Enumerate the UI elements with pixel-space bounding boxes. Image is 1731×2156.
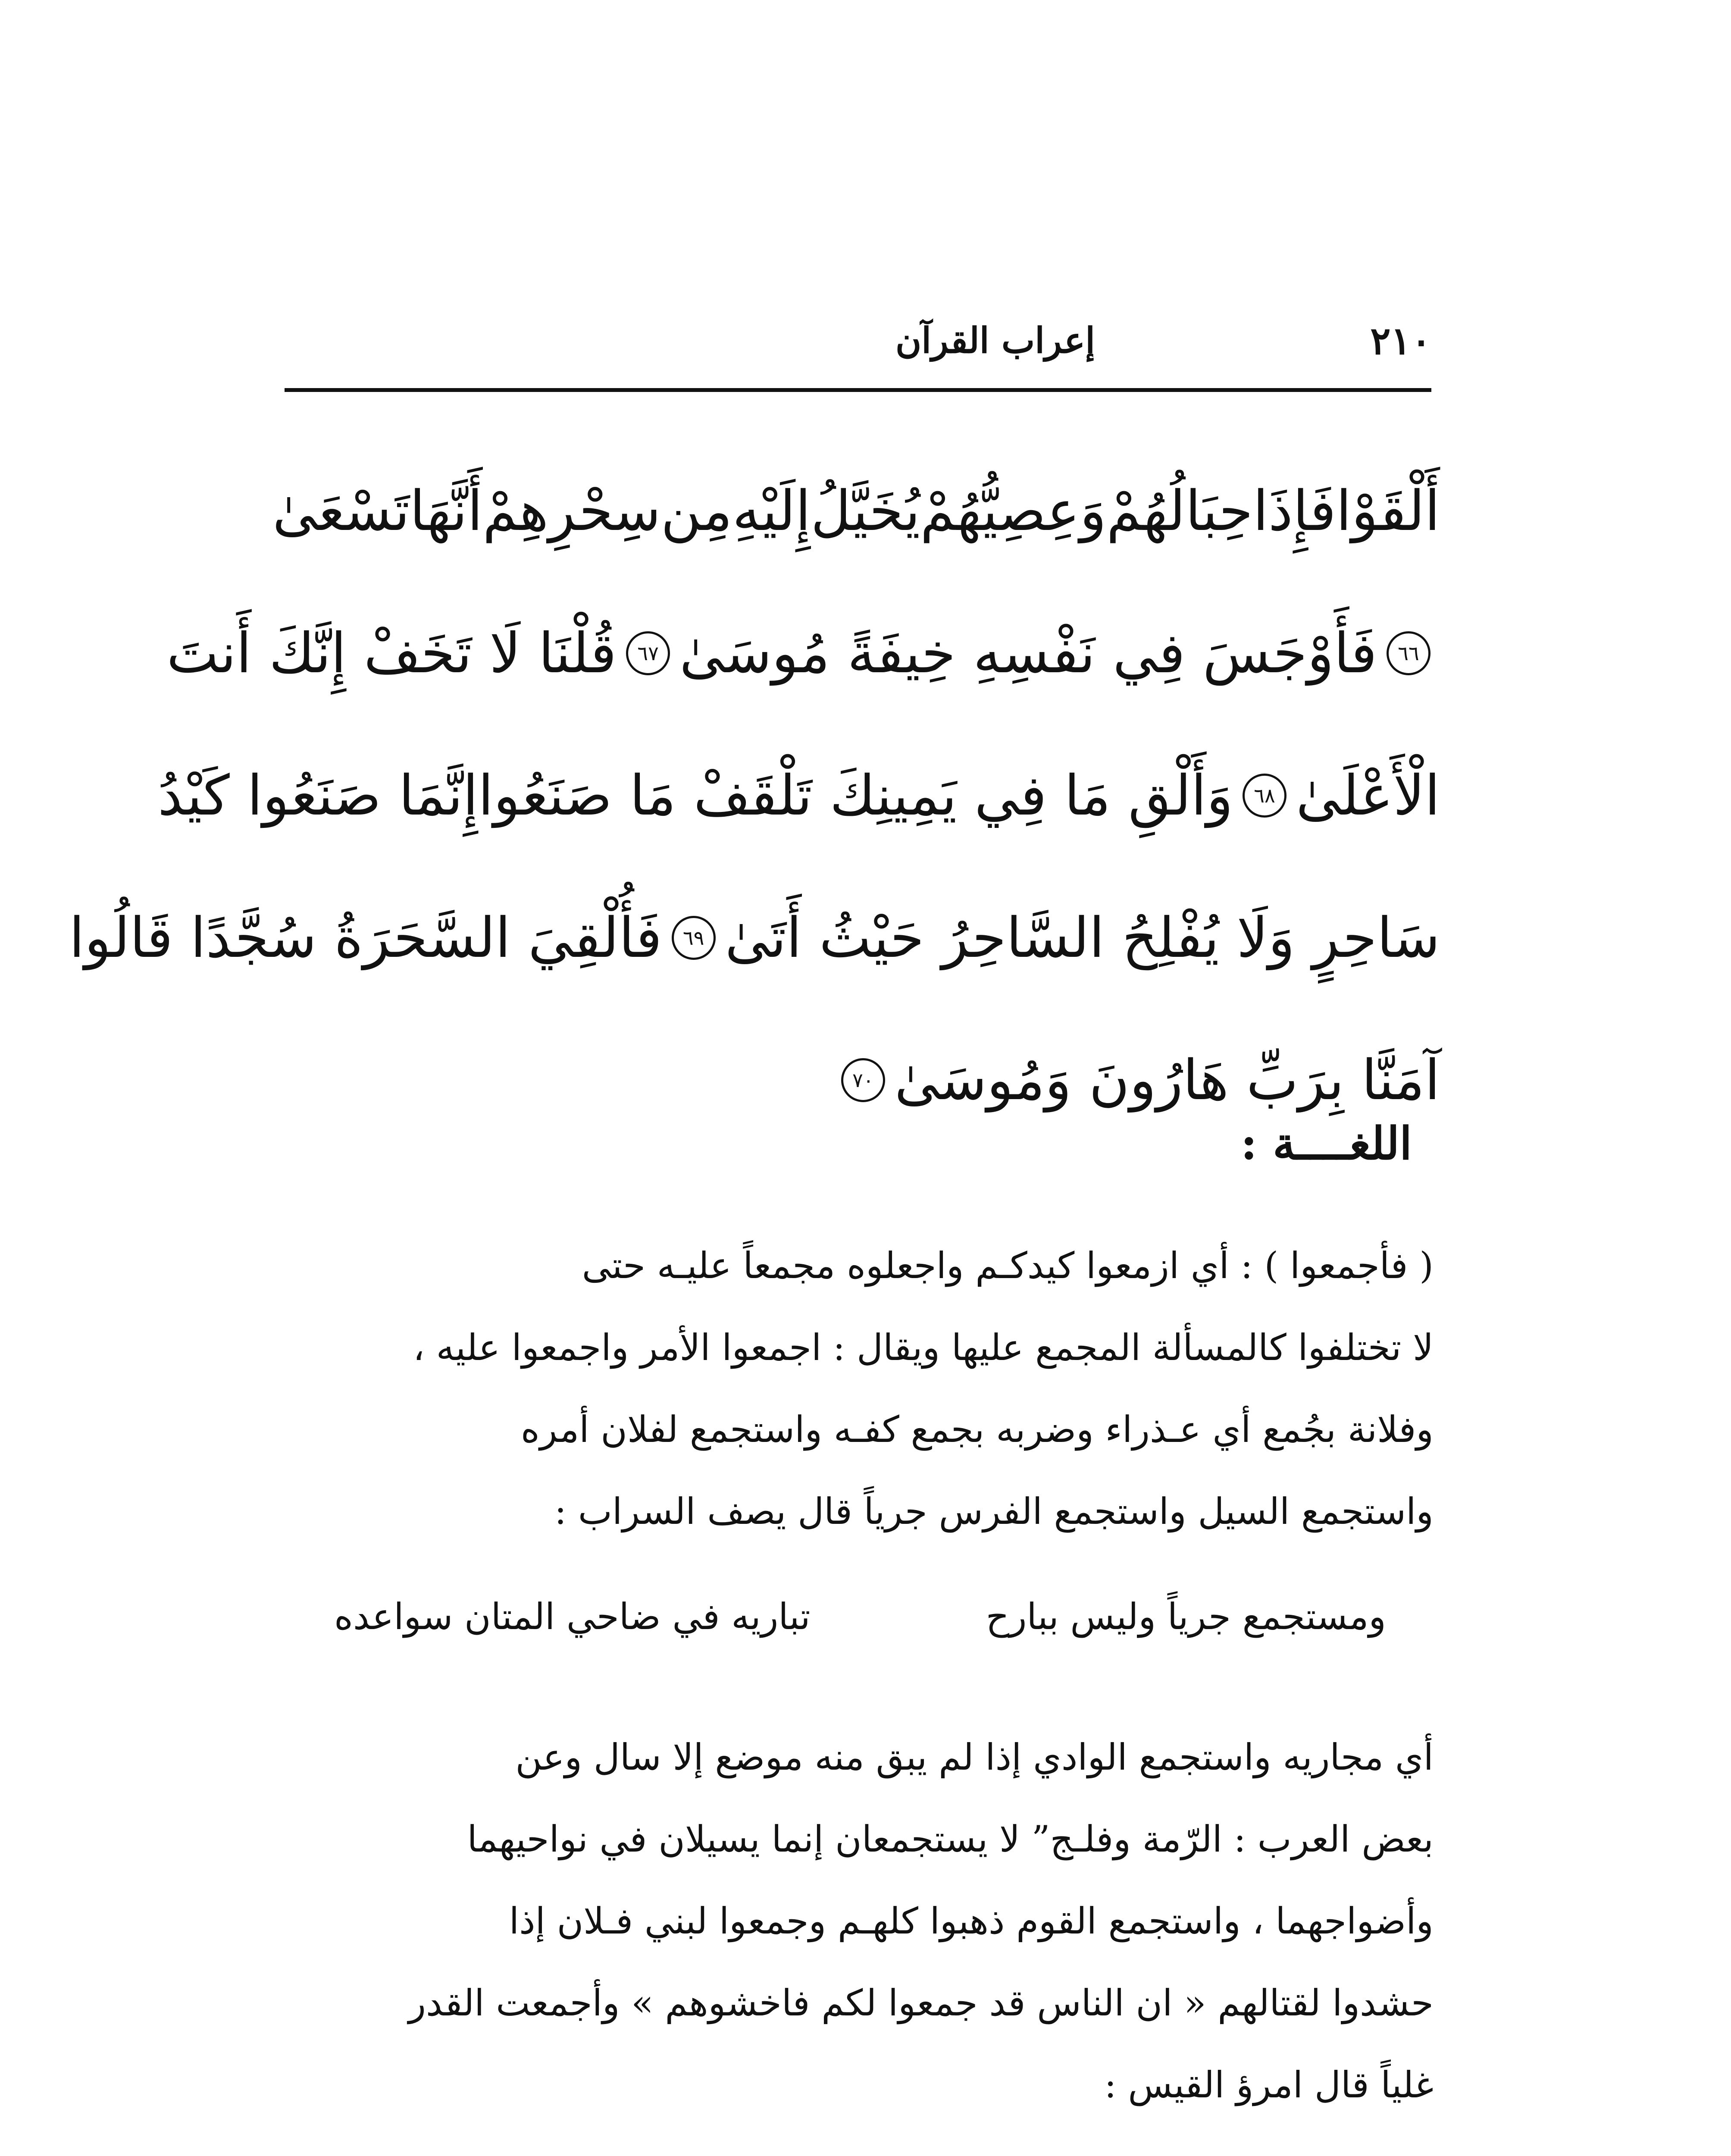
verse-segment (1233, 764, 1440, 828)
second-hemistich: تباريه في ضاحي المتان سواعده (334, 1595, 811, 1638)
verse-text: آمَنَّا بِرَبِّ هَارُونَ وَمُوسَىٰ (894, 1048, 1440, 1112)
paragraph-line: حشدوا لقتالهم « ان الناس قد جمعوا لكم فاخشوهم » وأجمعت القدر (408, 1982, 1434, 2024)
paragraph-line: لا تختلفوا كالمسألة المجمع عليها ويقال : اجمعوا الأمر واجمعوا عليه ، (413, 1326, 1434, 1369)
verse-word: أَلْقَوْا (1336, 479, 1440, 543)
verse-text: فَأَوْجَسَ فِي نَفْسِهِ خِيفَةً مُوسَىٰ (679, 621, 1377, 686)
paragraph-line: بعض العرب : الرّمة وفلـج” لا يستجمعان إنما يسيلان في نواحيهما (467, 1818, 1434, 1860)
paragraph-line: وفلانة بجُمع أي عـذراء وضربه بجمع كفـه واستجمع لفلان أمره (520, 1408, 1434, 1451)
paragraph-line: وأضواجهما ، واستجمع القوم ذهبوا كلهـم وجمعوا لبني فـلان إذا (509, 1900, 1434, 1942)
ayah-number-marker: ٦٦ (1387, 631, 1431, 675)
paragraph-2 (295, 1716, 1434, 2126)
quran-verses (69, 440, 1440, 1151)
ayah-number-marker: ٦٨ (1243, 774, 1287, 818)
verse-word: وَعِصِيُّهُمْ (920, 479, 1107, 543)
verse-text: الْأَعْلَىٰ (1296, 763, 1440, 828)
verse-word: فَإِذَا (1253, 479, 1336, 543)
verse-word: حِبَالُهُمْ (1106, 479, 1253, 543)
ayah-number-marker: ٦٧ (626, 631, 670, 675)
verse-word: أَنَّهَا (410, 479, 483, 543)
verse-word: سِحْرِهِمْ (482, 479, 661, 543)
verse-line-4 (69, 867, 1440, 1009)
verse-text: سَاحِرٍ وَلَا يُفْلِحُ السَّاحِرُ حَيْثُ أَتَىٰ (725, 906, 1440, 970)
section-heading-language: اللغــــة : (1240, 1117, 1412, 1170)
verse-line-3 (157, 724, 1440, 867)
verse-word: يُخَيَّلُ (811, 479, 920, 543)
verse-segment (617, 621, 1440, 686)
running-header (285, 310, 1431, 371)
paragraph-line: أي مجاريه واستجمع الوادي إذا لم يبق منه موضع إلا سال وعن (515, 1736, 1434, 1778)
verse-word: تَسْعَىٰ (272, 479, 410, 543)
page-number: ٢١٠ (1370, 318, 1431, 363)
paragraph-line: ( فأجمعوا ) : أي ازمعوا كيدكـم واجعلوه مجمعاً عليـه حتى (582, 1244, 1434, 1287)
paragraph-line: واستجمع السيل واستجمع الفرس جرياً قال يصف السراب : (554, 1490, 1434, 1532)
verse-text: فَأُلْقِيَ السَّحَرَةُ سُجَّدًا قَالُوا (69, 906, 662, 970)
verse-text: وَأَلْقِ مَا فِي يَمِينِكَ تَلْقَفْ مَا صَنَعُوا (478, 763, 1233, 828)
verse-word: مِن (660, 479, 732, 543)
ayah-number-marker: ٧٠ (841, 1058, 885, 1102)
paragraph-line: غلياً قال امرؤ القيس : (1104, 2064, 1434, 2106)
ayah-number-marker: ٦٩ (672, 916, 716, 960)
verse-line-1 (272, 440, 1440, 582)
header-divider (285, 388, 1431, 392)
first-hemistich: ومستجمع جرياً وليس ببارح (986, 1595, 1386, 1638)
paragraph-1 (295, 1225, 1434, 1552)
poetry-verse-1 (334, 1595, 1386, 1638)
verse-text: قُلْنَا لَا تَخَفْ إِنَّكَ أَنتَ (166, 621, 617, 686)
verse-segment (662, 906, 1440, 970)
verse-word: إِلَيْهِ (732, 479, 811, 543)
verse-text: إِنَّمَا صَنَعُوا كَيْدُ (157, 763, 478, 828)
book-title: إعراب القرآن (895, 320, 1095, 361)
verse-line-2 (166, 582, 1440, 724)
